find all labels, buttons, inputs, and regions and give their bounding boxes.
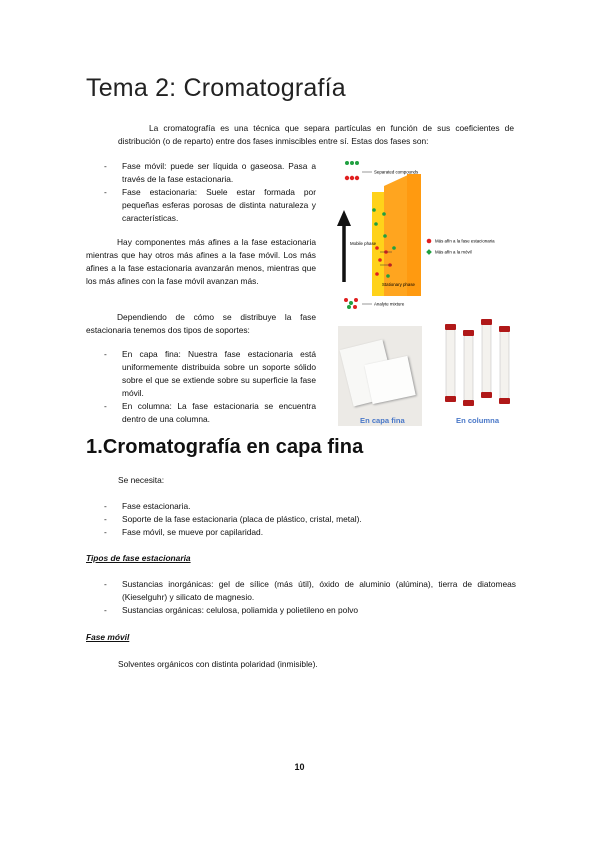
supports-list [104,348,316,426]
types-list [104,578,516,617]
needs-item-text: Fase estacionaria. [122,501,191,511]
phase-mobile-text: Fase móvil: puede ser líquida o gaseosa. Pasa a través de la fase estacionaria. [122,161,316,184]
column-tube [499,326,510,404]
legend-red-dot [427,239,432,244]
red-dot [353,305,357,309]
stationary-phase-side [407,174,421,296]
list-item: - Fase estacionaria. [104,501,191,511]
green-dot [386,274,390,278]
green-dot [374,222,378,226]
list-item: - Sustancias inorgánicas: gel de sílice (más útil), óxido de aluminio (alúmina), tierra de diatomeas (Kieselguhr) y silicato de magnesio. [104,579,516,602]
green-dot [355,161,359,165]
supports-intro: Dependiendo de cómo se distribuye la fase estacionaria tenemos dos tipos de soportes: [86,312,316,335]
list-item: - En columna: La fase estacionaria se encuentra dentro de una columna. [104,401,316,424]
flow-arrow-head [337,210,351,226]
intro-paragraph: La cromatografía es una técnica que separa partículas en función de sus coeficientes de distribución (o de reparto) entre dos fases inmiscibles entre sí. Estas dos fases son: [118,123,514,146]
list-item: - Fase móvil: puede ser líquida o gaseosa. Pasa a través de la fase estacionaria. [104,161,316,184]
legend-green-marker [426,249,432,255]
thin-layer-photo [338,326,422,426]
mobile-subheading: Fase móvil [86,632,130,642]
page-title: Tema 2: Cromatografía [86,74,346,102]
stationary-phase-label: Stationary phase [382,282,415,287]
analyte-label: Analyte mixture [374,301,405,307]
separated-label: Separated compounds [374,169,419,175]
support-plate-text: En capa fina: Nuestra fase estacionaria está uniformemente distribuida sobre un soporte sólido sobre el que se extiende sobre su superficie la fase móvil. [122,349,316,398]
list-item: - Fase móvil, se mueve por capilaridad. [104,527,264,537]
needs-intro: Se necesita: [118,475,165,485]
column-tube [445,324,456,402]
green-dot [350,161,354,165]
green-dot [345,161,349,165]
red-dot [345,176,349,180]
phases-list [104,160,316,225]
columns-illustration [436,318,524,410]
red-dot [350,176,354,180]
list-item: - Fase estacionaria: Suele estar formada por pequeñas esferas porosas de distinta naturaleza y características. [104,187,316,223]
chromatography-diagram [322,152,522,314]
types-subheading: Tipos de fase estacionaria [86,553,191,563]
affinity-paragraph: Hay componentes más afines a la fase estacionaria mientras que hay otros más afines a la fase móvil. Los más afines a la fase estacionaria avanzarán menos, mientras que los más afines con la fase móvil avanzan más. [86,237,316,286]
green-dot [372,208,376,212]
green-dot [347,305,351,309]
mobile-phase-label: Mobile phase [350,241,377,246]
phase-stationary-text: Fase estacionaria: Suele estar formada por pequeñas esferas porosas de distinta naturaleza y características. [122,187,316,223]
column-caption: En columna [456,416,500,425]
column-photo [436,318,524,428]
legend-mobile-label: Más afín a la móvil [435,249,472,255]
needs-item-text: Fase móvil, se mueve por capilaridad. [122,527,264,537]
red-dot [378,258,382,262]
plate-shape [364,356,415,404]
plate-caption: En capa fina [360,416,405,425]
green-dot [392,246,396,250]
section-heading: 1.Cromatografía en capa fina [86,436,364,458]
red-dot [354,298,358,302]
legend-stationary-label: Más afín a la fase estacionaria [435,238,495,244]
mobile-text: Solventes orgánicos con distinta polaridad (inmisible). [118,659,318,669]
column-tube [481,319,492,398]
column-tube [463,330,474,406]
support-column-text: En columna: La fase estacionaria se encuentra dentro de una columna. [122,401,316,424]
types-item-text: Sustancias inorgánicas: gel de sílice (más útil), óxido de aluminio (alúmina), tierra de diatomeas (Kieselguhr) y silicato de magnesio. [122,579,516,602]
green-dot [383,234,387,238]
list-item: - Soporte de la fase estacionaria (placa de plástico, cristal, metal). [104,514,362,524]
green-dot [382,212,386,216]
red-dot [375,272,379,276]
red-dot [355,176,359,180]
needs-list [104,500,516,539]
red-dot [344,298,348,302]
list-item: - Sustancias orgánicas: celulosa, poliamida y polietileno en polvo [104,605,359,615]
red-dot [375,246,379,250]
green-dot [349,301,353,305]
needs-item-text: Soporte de la fase estacionaria (placa de plástico, cristal, metal). [122,514,362,524]
list-item: - En capa fina: Nuestra fase estacionaria está uniformemente distribuida sobre un soporte sólido sobre el que se extiende sobre su superficie la fase móvil. [104,349,316,398]
types-item-text: Sustancias orgánicas: celulosa, poliamida y polietileno en polvo [122,605,359,615]
page-number: 10 [294,762,305,772]
